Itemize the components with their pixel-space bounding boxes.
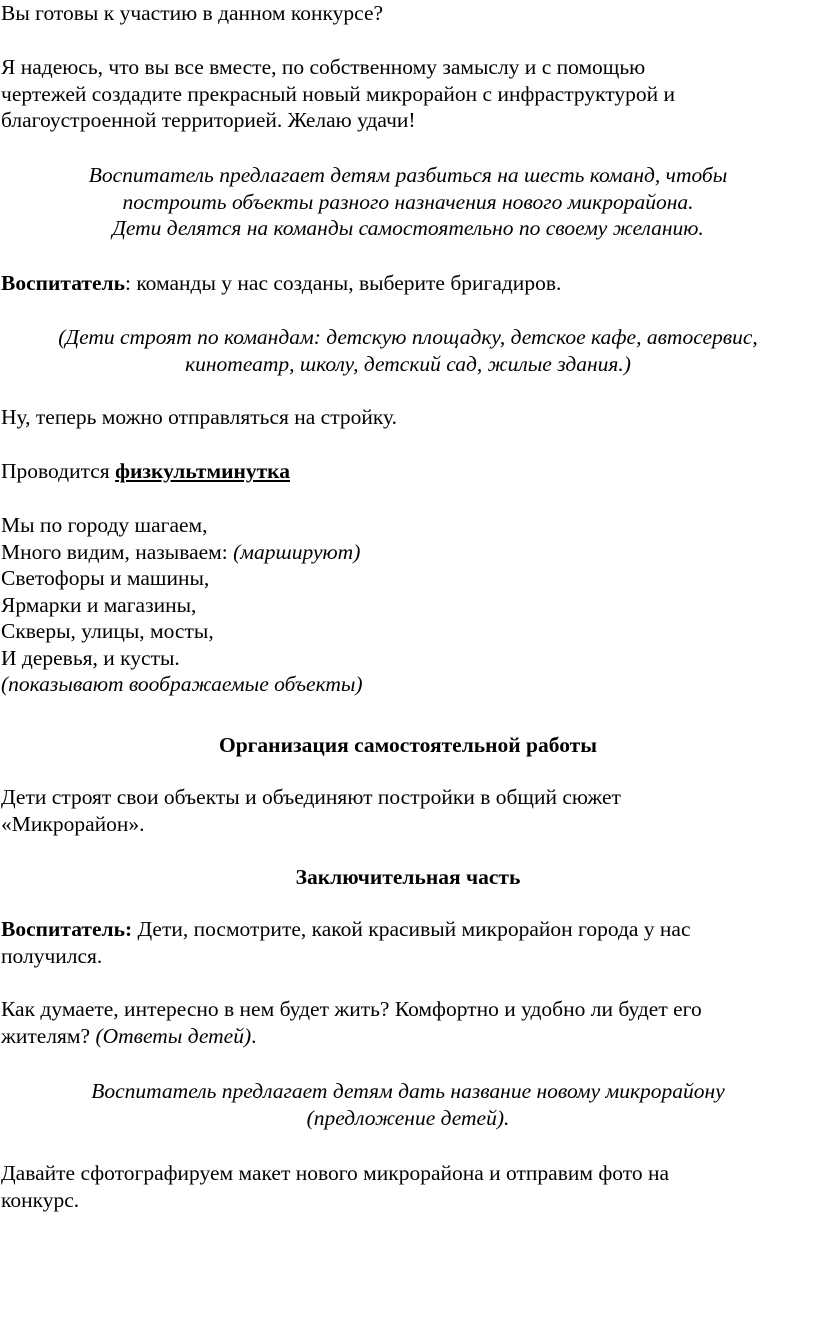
joint-plot-paragraph	[1, 784, 801, 837]
comfort-children-answers: (Ответы детей)	[95, 1023, 252, 1048]
wish-line-1: Я надеюсь, что вы все вместе, по собственному замыслу и с помощью	[1, 55, 646, 79]
poem-line-2-action: (маршируют)	[233, 539, 361, 564]
photo-line-2: конкурс.	[1, 1187, 80, 1212]
poem-line-5: Скверы, улицы, мосты,	[1, 619, 214, 643]
photo-line-1: Давайте сфотографируем макет нового микрорайона и отправим фото на	[1, 1161, 670, 1185]
naming-line-1: Воспитатель предлагает детям дать название новому микрорайону	[91, 1079, 725, 1103]
naming-instruction	[0, 1078, 816, 1131]
poem-line-4: Ярмарки и магазины,	[1, 592, 197, 617]
go-build-text: Ну, теперь можно отправляться на стройку.	[1, 405, 397, 429]
wish-line-3: благоустроенной территорией. Желаю удачи!	[1, 108, 416, 132]
heading-final-part-text: Заключительная часть	[295, 865, 521, 889]
poem-line-3: Светофоры и машины,	[1, 566, 210, 590]
wish-paragraph	[1, 54, 801, 134]
teacher-teams-paragraph	[1, 270, 801, 297]
comfort-line-2-end: .	[251, 1023, 257, 1048]
teams-line-1: Воспитатель предлагает детям разбиться на шесть команд, чтобы	[88, 163, 728, 187]
exercise-term: физкультминутка	[115, 459, 290, 483]
teacher-teams-text: : команды у нас созданы, выберите бригадиров.	[124, 271, 562, 295]
section-heading-independent-work	[0, 732, 816, 759]
heading-independent-work-text: Организация самостоятельной работы	[218, 733, 598, 757]
photo-paragraph	[1, 1160, 801, 1213]
teacher-teams-line	[1, 270, 801, 297]
exercise-prefix: Проводится	[1, 459, 116, 483]
exercise-line	[1, 458, 801, 485]
teams-line-3: Дети делятся на команды самостоятельно по своему желанию.	[112, 216, 704, 240]
exercise-paragraph	[1, 458, 801, 485]
wish-line-2: чертежей создадите прекрасный новый микрорайон с инфраструктурой и	[1, 81, 676, 106]
naming-line-2: (предложение детей).	[306, 1105, 510, 1130]
go-build-paragraph	[1, 404, 801, 431]
section-heading-final-part	[0, 864, 816, 891]
teams-line-2: построить объекты разного назначения нового микрорайона.	[122, 189, 694, 214]
teacher-look-text: Дети, посмотрите, какой красивый микрорайон города у нас	[132, 917, 691, 941]
poem-line-2	[1, 539, 801, 566]
comfort-line-1: Как думаете, интересно в нем будет жить? Комфортно и удобно ли будет его	[1, 997, 702, 1021]
question-paragraph	[1, 0, 801, 27]
comfort-question-paragraph	[1, 996, 801, 1049]
joint-plot-line-1: Дети строят свои объекты и объединяют постройки в общий сюжет	[1, 785, 621, 809]
building-line-1: (Дети строят по командам: детскую площадку, детское кафе, автосервис,	[58, 325, 758, 349]
question-text: Вы готовы к участию в данном конкурсе?	[1, 1, 384, 25]
building-line-2: кинотеатр, школу, детский сад, жилые здания.)	[185, 351, 631, 376]
poem-line-7-action: (показывают воображаемые объекты)	[1, 672, 363, 696]
teams-instruction	[0, 162, 816, 242]
poem-line-1: Мы по городу шагаем,	[1, 513, 208, 537]
teacher-look-line-2: получился.	[1, 943, 103, 968]
teacher-look-line-1	[1, 916, 801, 943]
comfort-line-2-text: жителям?	[1, 1023, 96, 1048]
poem-block	[1, 512, 801, 698]
comfort-line-2	[1, 1023, 801, 1050]
building-instruction	[0, 324, 816, 377]
teacher-look-paragraph	[1, 916, 801, 969]
joint-plot-line-2: «Микрорайон».	[1, 811, 145, 836]
speaker-label: Воспитатель:	[1, 917, 133, 941]
poem-line-2-text: Много видим, называем:	[1, 539, 234, 564]
speaker-label: Воспитатель	[1, 271, 125, 295]
poem-line-6: И деревья, и кусты.	[1, 645, 180, 670]
